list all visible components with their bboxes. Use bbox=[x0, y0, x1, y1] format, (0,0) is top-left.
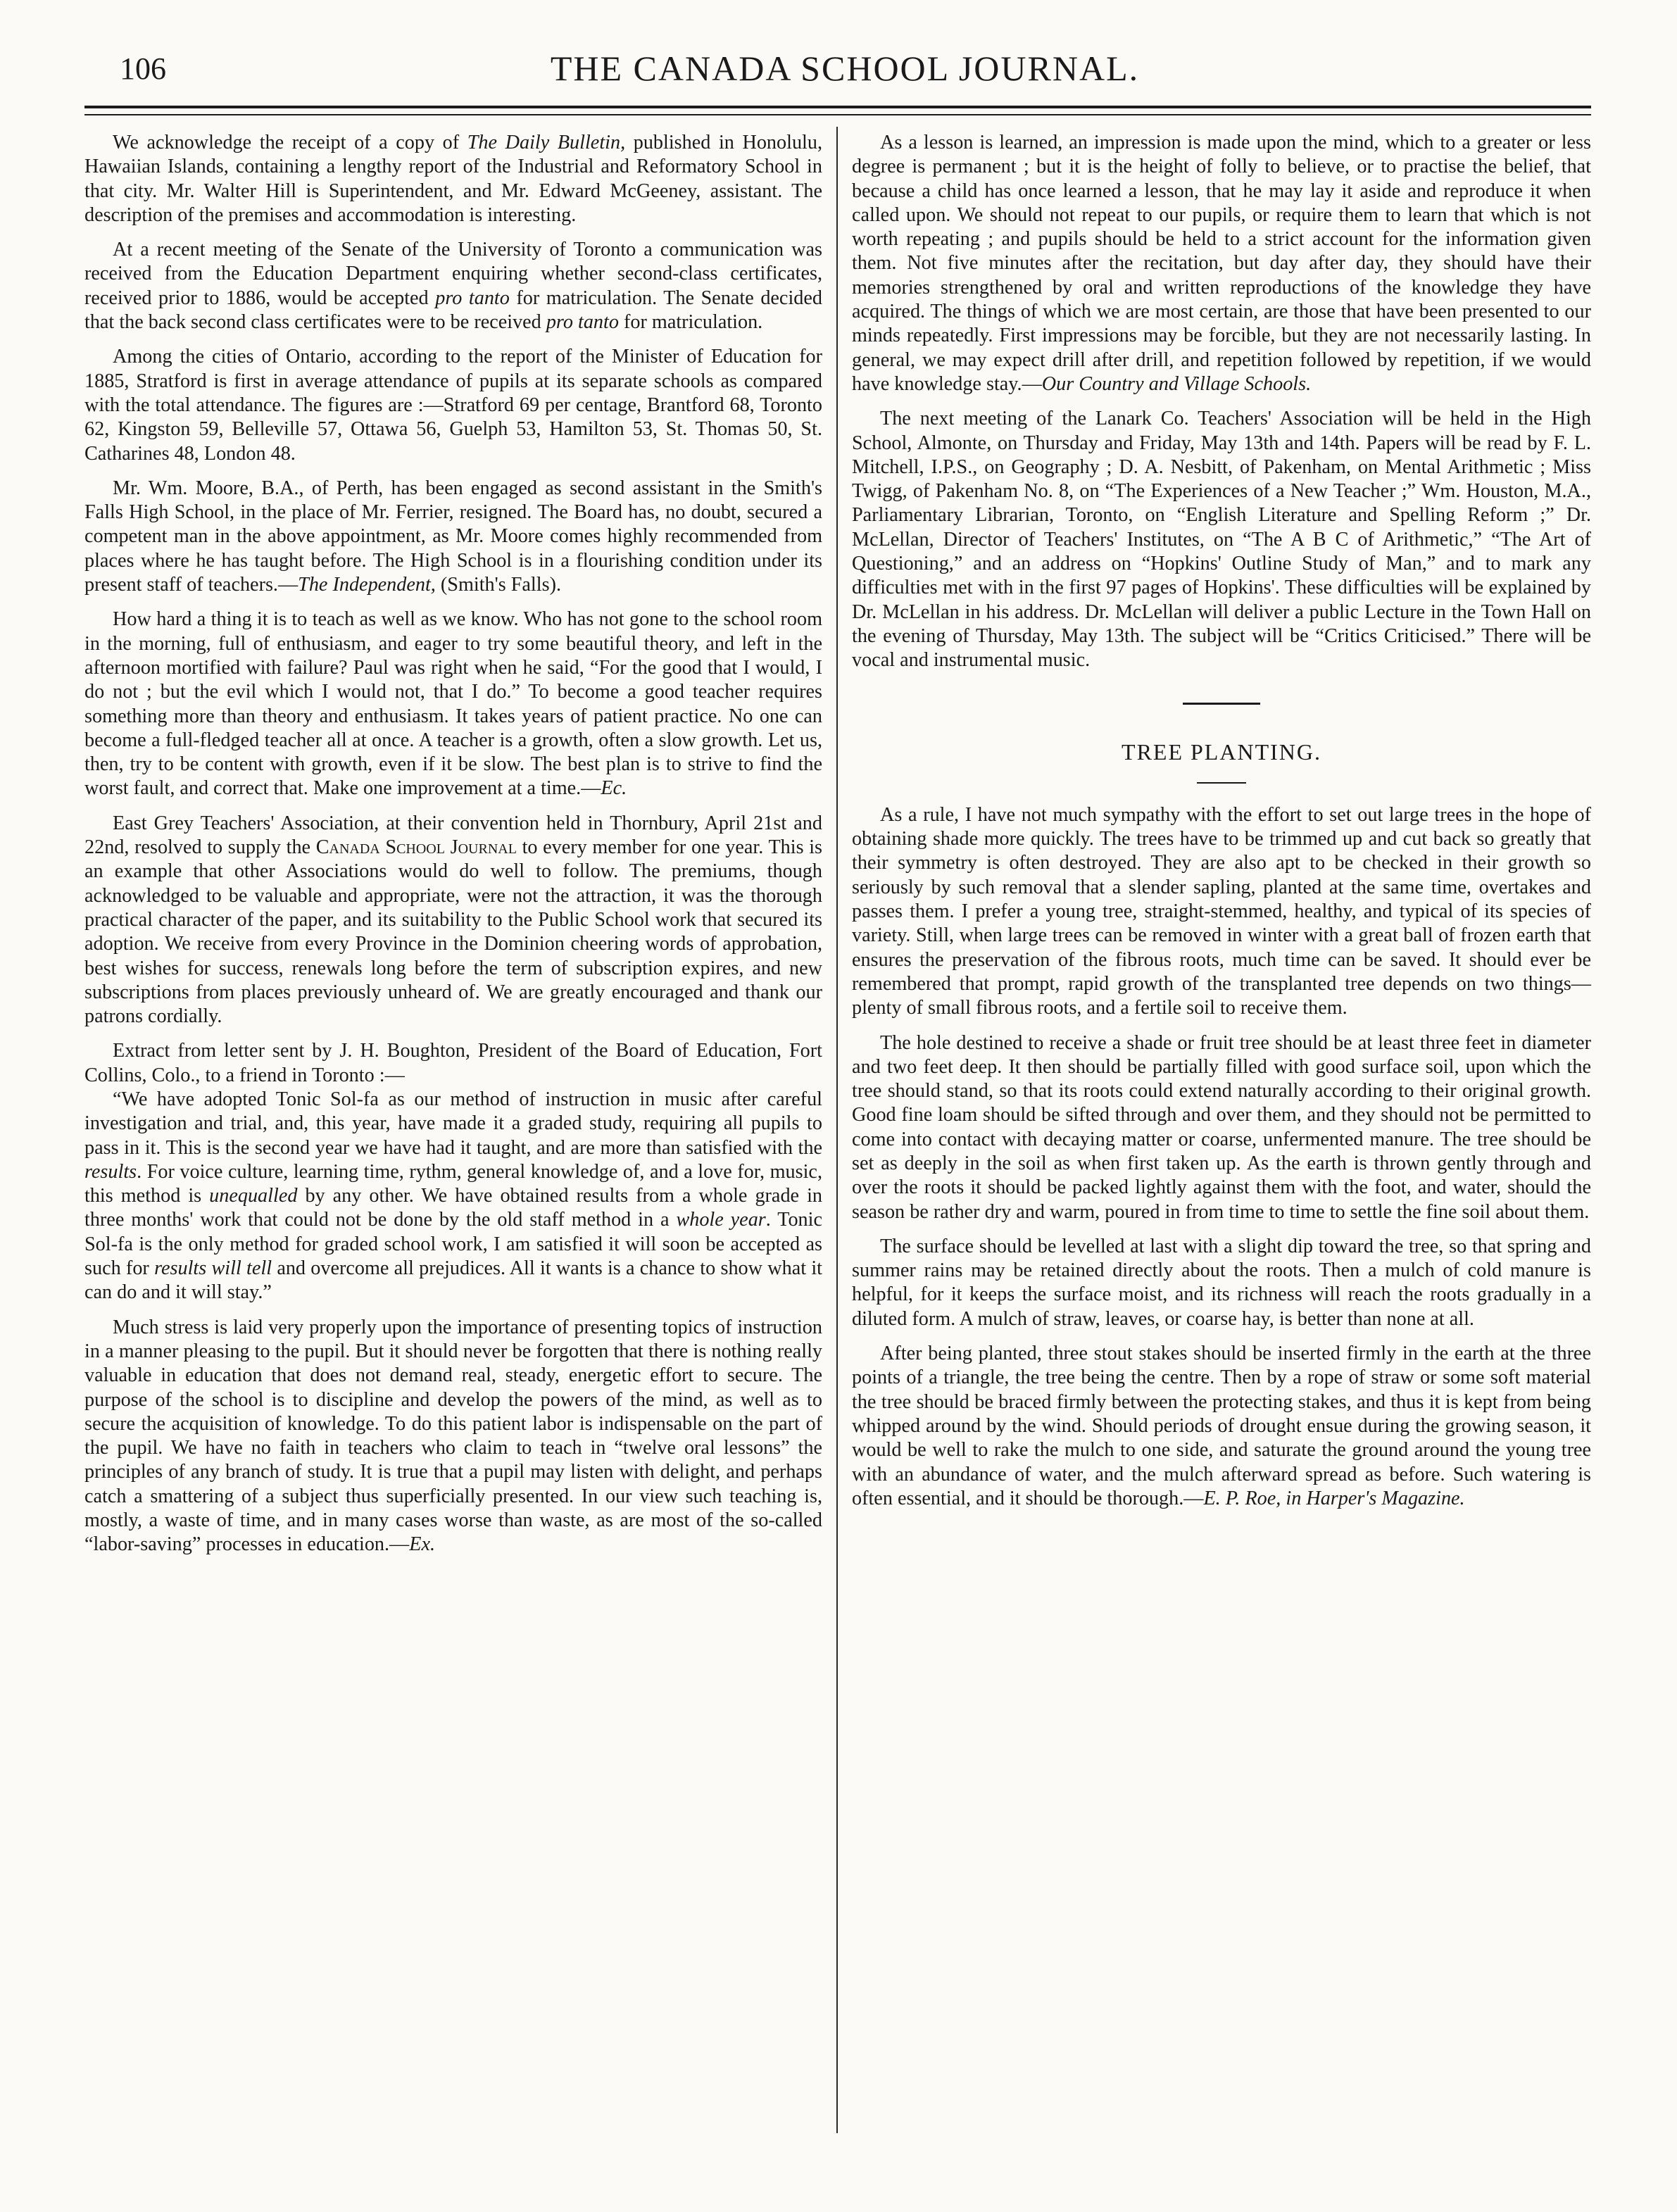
article-paragraph bbox=[852, 1031, 1591, 1224]
article-paragraph bbox=[84, 477, 822, 597]
text-run: and overcome all prejudices. All it wants is a chance to show what it can do and it will stay.” bbox=[84, 1257, 822, 1304]
article-paragraph bbox=[84, 345, 822, 465]
page-number: 106 bbox=[120, 51, 166, 86]
text-run: As a rule, I have not much sympathy with the effort to set out large trees in the hope of obtaining shade more quickly. The trees have to be trimmed up and cut back so greatly that their symmetry is often destroyed. They are also apt to be checked in their growth so seriously by such removal that a slender sapling, planted at the same time, overtakes and passes them. I prefer a young tree, straight-stemmed, healthy, and typical of its species of variety. Still, when large trees can be removed in winter with a great ball of frozen earth that ensures the preservation of the fibrous roots, much time can be saved. It should ever be remembered that prompt, rapid growth of the transplanted tree depends on two things—plenty of small fibrous roots, and a fertile soil to receive them. bbox=[852, 803, 1591, 1019]
text-run: . For voice culture, learning time, rythm, general knowledge of, and a love for, music, this method is bbox=[84, 1160, 822, 1207]
text-run: The next meeting of the Lanark Co. Teachers' Association will be held in the High School, Almonte, on Thursday and Friday, May 13th and 14th. Papers will be read by F. L. Mitchell, I.P.S., on Geography ; D. A. Nesbitt, of Pakenham, on Mental Arithmetic ; Miss Twigg, of Pakenham No. 8, on “The Experiences of a New Teacher ;” Wm. Houston, M.A., Parliamentary Librarian, Toronto, on “English Literature and Spelling Reform ;” Dr. McLellan, Director of Teachers' Institutes, on “The A B C of Arithmetic,” “The Art of Questioning,” and an address on “Hopkins' Outline Study of Man,” and to mark any difficulties met with in the first 97 pages of Hopkins'. These difficulties will be explained by Dr. McLellan in his address. Dr. McLellan will deliver a public Lecture in the Town Hall on the evening of Thursday, May 13th. The subject will be “Critics Criticised.” There will be vocal and instrumental music. bbox=[852, 408, 1591, 672]
italic-text: pro tanto bbox=[435, 287, 510, 309]
text-run: for matriculation. The Senate decided that the back second class certificates were to be received bbox=[84, 287, 822, 334]
text-run: Mr. Wm. Moore, B.A., of Perth, has been engaged as second assistant in the Smith's Falls High School, in the place of Mr. Ferrier, resigned. The Board has, no doubt, secured a competent man in the above appointment, as Mr. Moore comes highly recommended from places where he has taught before. The High School is in a flourishing condition under its present staff of teachers.— bbox=[84, 477, 822, 596]
article-paragraph bbox=[852, 803, 1591, 1021]
small-caps-text: Canada School Journal bbox=[315, 836, 517, 859]
text-run: The surface should be levelled at last with a slight dip toward the tree, so that spring and summer rains may be retained directly about the roots. Then a mulch of cold manure is helpful, for it keeps the surface moist, and its richness will reach the roots gradually in a diluted form. A mulch of straw, leaves, or coarse hay, is better than none at all. bbox=[852, 1235, 1591, 1330]
page-header bbox=[106, 44, 1584, 100]
italic-text: Our Country and Village Schools. bbox=[1041, 372, 1312, 395]
article-paragraph bbox=[84, 1088, 822, 1305]
italic-text: results bbox=[84, 1160, 137, 1183]
article-paragraph bbox=[84, 1039, 822, 1088]
text-run: Among the cities of Ontario, according to the report of the Minister of Education for 1885, Stratford is first in average attendance of pupils at its separate schools as compared with the total attendance. The figures are :—Stratford 69 per centage, Brantford 68, Toronto 62, Kingston 59, Belleville 57, Ottawa 56, Guelph 53, Hamilton 53, St. Thomas 50, St. Catharines 48, London 48. bbox=[84, 346, 822, 465]
italic-text: results will tell bbox=[154, 1257, 272, 1280]
italic-text: Ex. bbox=[409, 1533, 436, 1556]
article-paragraph bbox=[84, 608, 822, 800]
text-run: After being planted, three stout stakes should be inserted firmly in the earth at the three points of a triangle, the tree being the centre. Then by a rope of straw or some soft material the tree should be braced firmly between the protecting stakes, and thus it is kept from being whipped around by the wind. Should periods of drought ensue during the growing season, it would be well to rake the mulch to one side, and saturate the ground around the young tree with an abundance of water, and the mulch afterward spread as before. Such watering is often essential, and it should be thorough.— bbox=[852, 1343, 1591, 1509]
journal-title: THE CANADA SCHOOL JOURNAL. bbox=[550, 49, 1140, 88]
text-run: The hole destined to receive a shade or fruit tree should be at least three feet in diameter and two feet deep. It then should be partially filled with good surface soil, upon which the tree should stand, so that its roots could extend naturally according to their original growth. Good fine loam should be sifted through and over them, and they should not be permitted to come into contact with decaying matter or coarse, unfermented manure. The tree should be set as deeply in the soil as when first taken up. As the earth is thrown gently through and over the roots it should be packed lightly against them with the foot, and water, should the season be rather dry and warm, poured in from time to time to settle the fine soil about them. bbox=[852, 1031, 1591, 1223]
right-column bbox=[852, 131, 1591, 1521]
header-rule-thick bbox=[84, 106, 1591, 108]
italic-text: Ec. bbox=[601, 777, 627, 800]
italic-text: The Daily Bulletin, bbox=[467, 132, 626, 153]
text-run: At a recent meeting of the Senate of the University of Toronto a communication was received from the Education Department enquiring whether second-class certificates, received prior to 1886, would be accepted bbox=[84, 239, 822, 309]
text-run: As a lesson is learned, an impression is made upon the mind, which to a greater or less degree is permanent ; but it is the height of folly to believe, or to practise the belief, that because a child has once learned a lesson, that he may lay it aside and reproduce it when called upon. We should not repeat to our pupils, or require them to learn that which is not worth repeating ; and pupils should be held to a strict account for the information given them. Not five minutes after the recitation, but day after day, they should have their memories strengthened by oral and written reproductions of the knowledge they have acquired. The things of which we are most certain, are those that have been presented to our minds repeatedly. First impressions may be forcible, but they are not necessarily lasting. In general, we may expect drill after drill, and repetition followed by repetition, if we would have knowledge stay.— bbox=[852, 132, 1591, 395]
article-paragraph bbox=[852, 1235, 1591, 1331]
article-paragraph bbox=[852, 131, 1591, 396]
tree-planting-article bbox=[852, 803, 1591, 1511]
section-title: TREE PLANTING. bbox=[1122, 739, 1321, 765]
article-paragraph bbox=[852, 1342, 1591, 1511]
text-run: We acknowledge the receipt of a copy of bbox=[113, 132, 467, 153]
italic-text: pro tanto bbox=[546, 311, 619, 334]
italic-text: unequalled bbox=[209, 1185, 298, 1207]
title-underline-rule bbox=[1197, 782, 1246, 784]
italic-text: E. P. Roe, in Harper's Magazine. bbox=[1203, 1487, 1465, 1509]
section-separator-rule bbox=[1183, 703, 1260, 705]
header-rule-thin bbox=[84, 114, 1591, 115]
column-divider bbox=[836, 127, 838, 2133]
text-run: How hard a thing it is to teach as well as we know. Who has not gone to the school room in the morning, full of enthusiasm, and eager to try some beautiful theory, and left in the afternoon mortified with failure? Paul was right when he said, “For the good that I would, I do not ; but the evil which I would not, that I do.” To become a good teacher requires something more than theory and enthusiasm. It takes years of patient practice. No one can become a full-fledged teacher all at once. A teacher is a growth, often a slow growth. Let us, then, try to be content with growth, even if it be slow. The best plan is to strive to find the worst fault, and correct that. Make one improvement at a time.— bbox=[84, 608, 822, 800]
text-run: Much stress is laid very properly upon the importance of presenting topics of instruction in a manner pleasing to the pupil. But it should never be forgotten that there is nothing really valuable in education that does not demand real, steady, energetic effort to secure. The purpose of the school is to discipline and develop the powers of the mind, as well as to secure the acquisition of knowledge. To do this patient labor is indispensable on the part of the pupil. We have no faith in teachers who claim to teach in “twelve oral lessons” the principles of any branch of study. It is true that a pupil may listen with delight, and perhaps catch a smattering of a subject thus superficially presented. In our view such teaching is, mostly, a waste of time, and in many cases worse than waste, as are most of the so-called “labor-saving” processes in education.— bbox=[84, 1316, 822, 1556]
text-run: for matriculation. bbox=[618, 311, 763, 334]
italic-text: whole year bbox=[676, 1209, 766, 1231]
italic-text: The Independent, bbox=[298, 574, 436, 596]
text-run: “We have adopted Tonic Sol-fa as our method of instruction in music after careful investigation and trial, and, this year, have made it a graded study, requiring all pupils to pass in it. This is the second year we have had it taught, and are more than satisfied with the bbox=[84, 1088, 822, 1159]
text-run: . Tonic Sol-fa is the only method for graded school work, I am satisfied it will soon be accepted as such for bbox=[84, 1209, 822, 1280]
text-run: (Smith's Falls). bbox=[435, 574, 561, 596]
text-run: Extract from letter sent by J. H. Boughton, President of the Board of Education, Fort Collins, Colo., to a friend in Toronto :— bbox=[84, 1040, 822, 1086]
article-paragraph bbox=[84, 131, 822, 227]
left-column bbox=[84, 131, 822, 1568]
article-paragraph bbox=[84, 1316, 822, 1557]
article-paragraph bbox=[84, 238, 822, 334]
text-run: to every member for one year. This is an example that other Associations would do well to follow. The premiums, though acknowledged to be valuable and appropriate, were not the attraction, it was the thorough practical character of the paper, and its suitability to the Public School work that secured its adoption. We receive from every Province in the Dominion cheering words of approbation, best wishes for success, renewals long before the term of subscription expires, and new subscriptions from places previously unheard of. We are greatly encouraged and thank our patrons cordially. bbox=[84, 836, 823, 1028]
text-run: by any other. We have obtained results from a whole grade in three months' work that could not be done by the old staff method in a bbox=[84, 1185, 822, 1231]
notes-section bbox=[852, 131, 1591, 673]
article-paragraph bbox=[84, 812, 822, 1029]
text-run: published in Honolulu, Hawaiian Islands, containing a lengthy report of the Industrial and Reformatory School in that city. Mr. Walter Hill is Superintendent, and Mr. Edward McGeeney, assistant. The description of the premises and accommodation is interesting. bbox=[84, 132, 823, 226]
text-run: East Grey Teachers' Association, at their convention held in Thornbury, April 21st and 22nd, resolved to supply the bbox=[84, 812, 822, 859]
article-paragraph bbox=[852, 407, 1591, 672]
